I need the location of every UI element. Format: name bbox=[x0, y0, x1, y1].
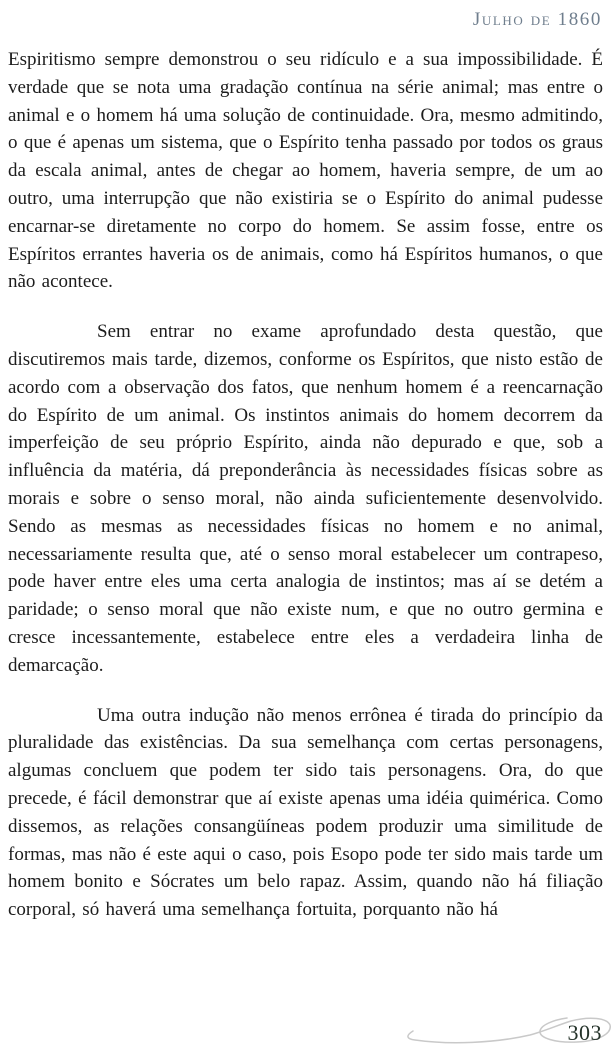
paragraph-2: Sem entrar no exame aprofundado desta questão, que discutiremos mais tarde, dizemos, conforme os Espíritos, que nisto estão de acordo com a observação dos fatos, que nenhum homem é a reencarnação do Espírito de um animal. Os instintos animais do homem decorrem da imperfeição de seu próprio Espírito, ainda não depurado e que, sob a influência da matéria, dá preponderância às necessidades físicas sobre as morais e sobre o senso moral, não ainda suficientemente desenvolvido. Sendo as mesmas as necessidades físicas no homem e no animal, necessariamente resulta que, até o senso moral estabelecer um contrapeso, pode haver entre eles uma certa analogia de instintos; mas aí se detém a paridade; o senso moral que não existe num, e que no outro germina e cresce incessantemente, estabelece entre eles a verdadeira linha de demarcação. bbox=[8, 321, 603, 676]
paragraph-3: Uma outra indução não menos errônea é tirada do princípio da pluralidade das existências. Da sua semelhança com certas personagens, algumas concluem que podem ter sido tais personagens. Ora, do que precede, é fácil demonstrar que aí existe apenas uma idéia quimérica. Como dissemos, as relações consangüíneas podem produzir uma similitude de formas, mas não é este aqui o caso, pois Esopo pode ter sido mais tarde um homem bonito e Sócrates um belo rapaz. Assim, quando não há filiação corporal, só haverá uma semelhança fortuita, porquanto não há bbox=[8, 704, 603, 921]
running-head: Julho de 1860 bbox=[472, 9, 602, 30]
paragraph-1: Espiritismo sempre demonstrou o seu ridículo e a sua impossibilidade. É verdade que se nota uma gradação contínua na série animal; mas entre o animal e o homem há uma solução de continuidade. Ora, mesmo admitindo, o que é apenas um sistema, que o Espírito tenha passado por todos os graus da escala animal, antes de chegar ao homem, haveria sempre, de um ao outro, uma interrupção que não existiria se o Espírito do animal pudesse encarnar-se diretamente no corpo do homem. Se assim fosse, entre os Espíritos errantes haveria os de animais, como há Espíritos humanos, o que não acontece. bbox=[8, 49, 603, 293]
page-number: 303 bbox=[567, 1020, 602, 1045]
page-body bbox=[8, 46, 603, 924]
